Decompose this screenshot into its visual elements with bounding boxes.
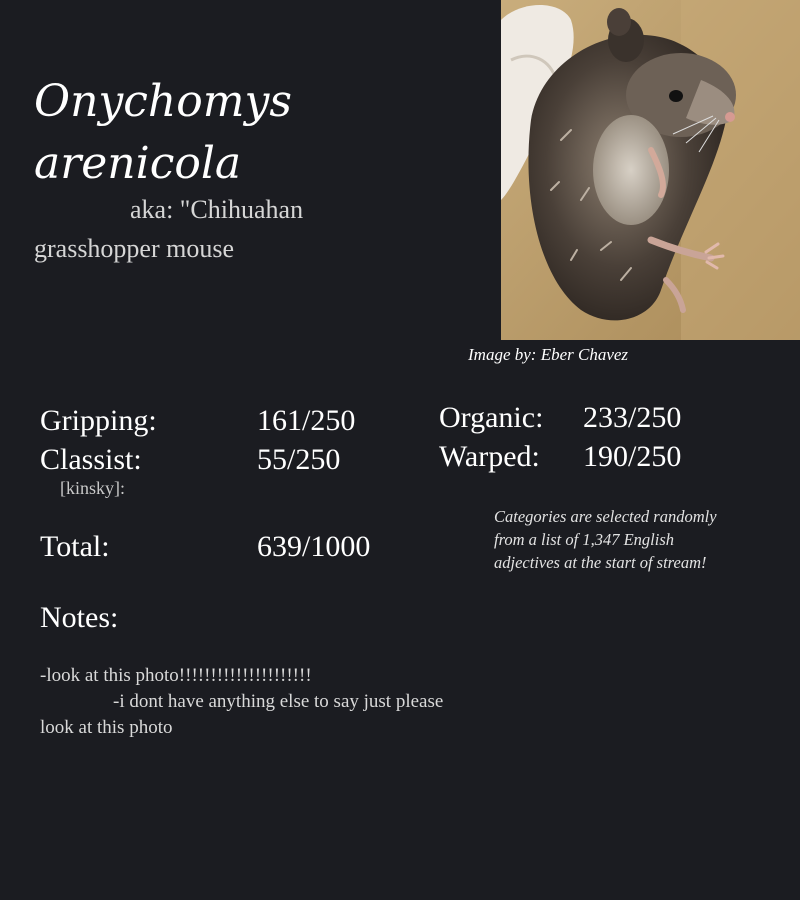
classist-score: 55/250 — [257, 443, 341, 476]
grasshopper-mouse-photo-icon — [501, 0, 800, 340]
image-credit: Image by: Eber Chavez — [468, 345, 629, 364]
common-name-line2: grasshopper mouse — [34, 234, 235, 263]
gripping-label: Gripping: — [40, 404, 157, 437]
note-line-3: look at this photo — [40, 717, 173, 738]
total-score: 639/1000 — [257, 530, 371, 563]
note-line-2: -i dont have anything else to say just please — [113, 691, 444, 712]
mouse-photo — [501, 0, 800, 340]
species-title-line2: arenicola — [34, 138, 242, 189]
classist-note: [kinsky]: — [60, 478, 125, 498]
notes-heading: Notes: — [40, 601, 119, 634]
gripping-score: 161/250 — [257, 404, 356, 437]
warped-score: 190/250 — [583, 440, 682, 473]
species-title-line1: Onychomys — [34, 76, 292, 127]
organic-label: Organic: — [439, 401, 544, 434]
classist-label: Classist: — [40, 443, 142, 476]
warped-label: Warped: — [439, 440, 540, 473]
category-note: Categories are selected randomly from a list of 1,347 English adjectives at the start of stream! — [494, 507, 717, 572]
common-name-line1: aka: "Chihuahan — [130, 195, 304, 224]
organic-score: 233/250 — [583, 401, 682, 434]
note-line-1: -look at this photo!!!!!!!!!!!!!!!!!!!!! — [40, 665, 312, 686]
total-label: Total: — [40, 530, 110, 563]
